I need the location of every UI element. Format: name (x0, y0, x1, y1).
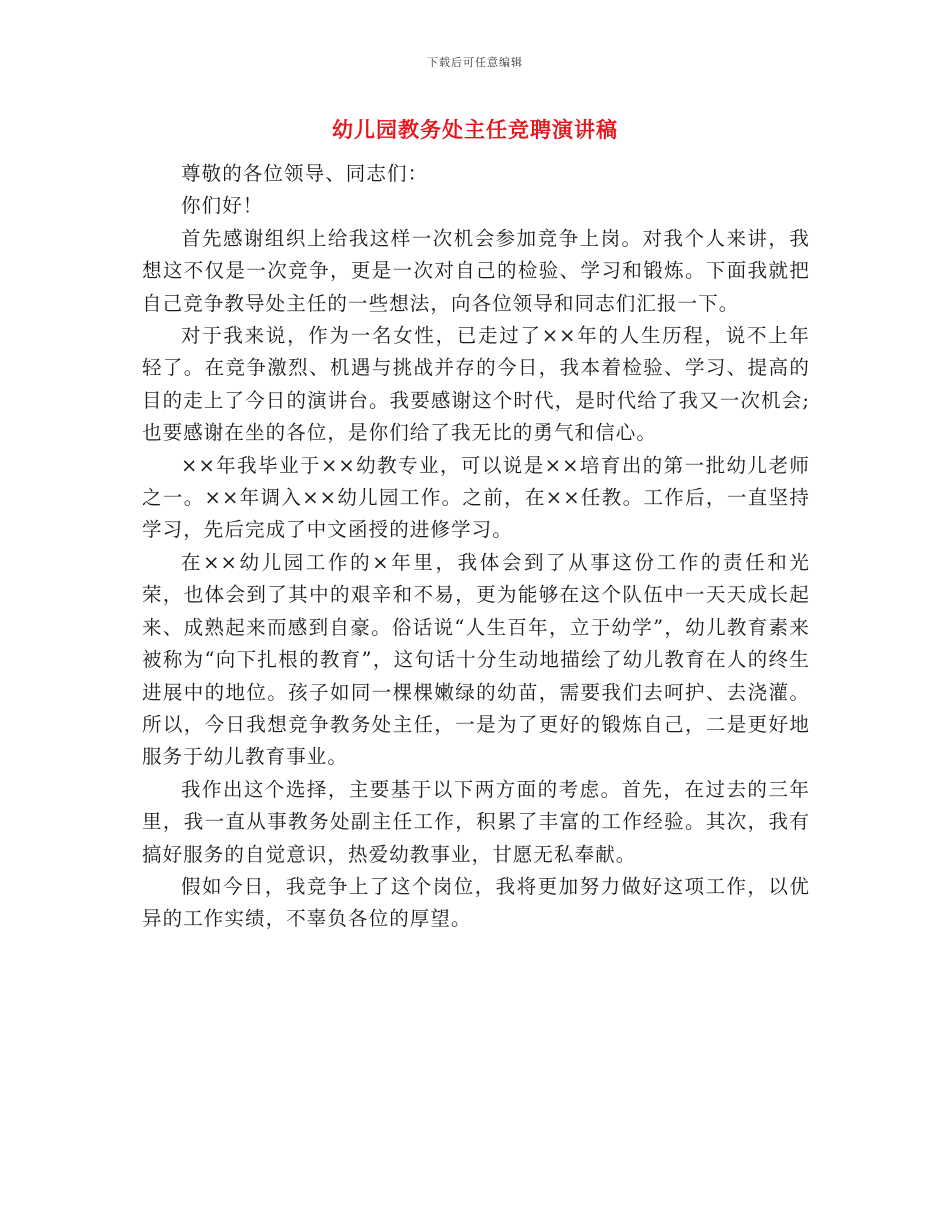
document-body (142, 158, 810, 936)
header-note: 下载后可任意编辑 (427, 56, 523, 69)
body-paragraph: 我作出这个选择，主要基于以下两方面的考虑。首先，在过去的三年里，我一直从事教务处副主任工作，积累了丰富的工作经验。其次，我有搞好服务的自觉意识，热爱幼教事业，甘愿无私奉献。 (142, 777, 810, 866)
salutation-paragraph: 你们好！ (181, 194, 264, 218)
body-paragraph: ××年我毕业于××幼教专业，可以说是××培育出的第一批幼儿老师之一。××年调入××幼儿园工作。之前，在××任教。工作后，一直坚持学习，先后完成了中文函授的进修学习。 (142, 453, 810, 542)
body-paragraph: 首先感谢组织上给我这样一次机会参加竞争上岗。对我个人来讲，我想这不仅是一次竞争，更是一次对自己的检验、学习和锻炼。下面我就把自己竞争教导处主任的一些想法，向各位领导和同志们汇报一下。 (142, 226, 810, 315)
greeting-paragraph: 尊敬的各位领导、同志们： (181, 162, 429, 185)
body-paragraph: 对于我来说，作为一名女性，已走过了××年的人生历程，说不上年轻了。在竞争激烈、机遇与挑战并存的今日，我本着检验、学习、提高的目的走上了今日的演讲台。我要感谢这个时代，是时代给了我又一次机会;也要感谢在坐的各位，是你们给了我无比的勇气和信心。 (142, 324, 810, 445)
body-paragraph: 在××幼儿园工作的×年里，我体会到了从事这份工作的责任和光荣，也体会到了其中的艰辛和不易，更为能够在这个队伍中一天天成长起来、成熟起来而感到自豪。俗话说“人生百年，立于幼学”，幼儿教育素来被称为“向下扎根的教育”，这句话十分生动地描绘了幼儿教育在人的终生进展中的地位。孩子如同一棵棵嫩绿的幼苗，需要我们去呵护、去浇灌。所以，今日我想竞争教务处主任，一是为了更好的锻炼自己，二是更好地服务于幼儿教育事业。 (142, 550, 810, 769)
document-title: 幼儿园教务处主任竞聘演讲稿 (332, 117, 618, 142)
body-paragraph: 假如今日，我竞争上了这个岗位，我将更加努力做好这项工作，以优异的工作实绩，不辜负各位的厚望。 (142, 874, 810, 931)
